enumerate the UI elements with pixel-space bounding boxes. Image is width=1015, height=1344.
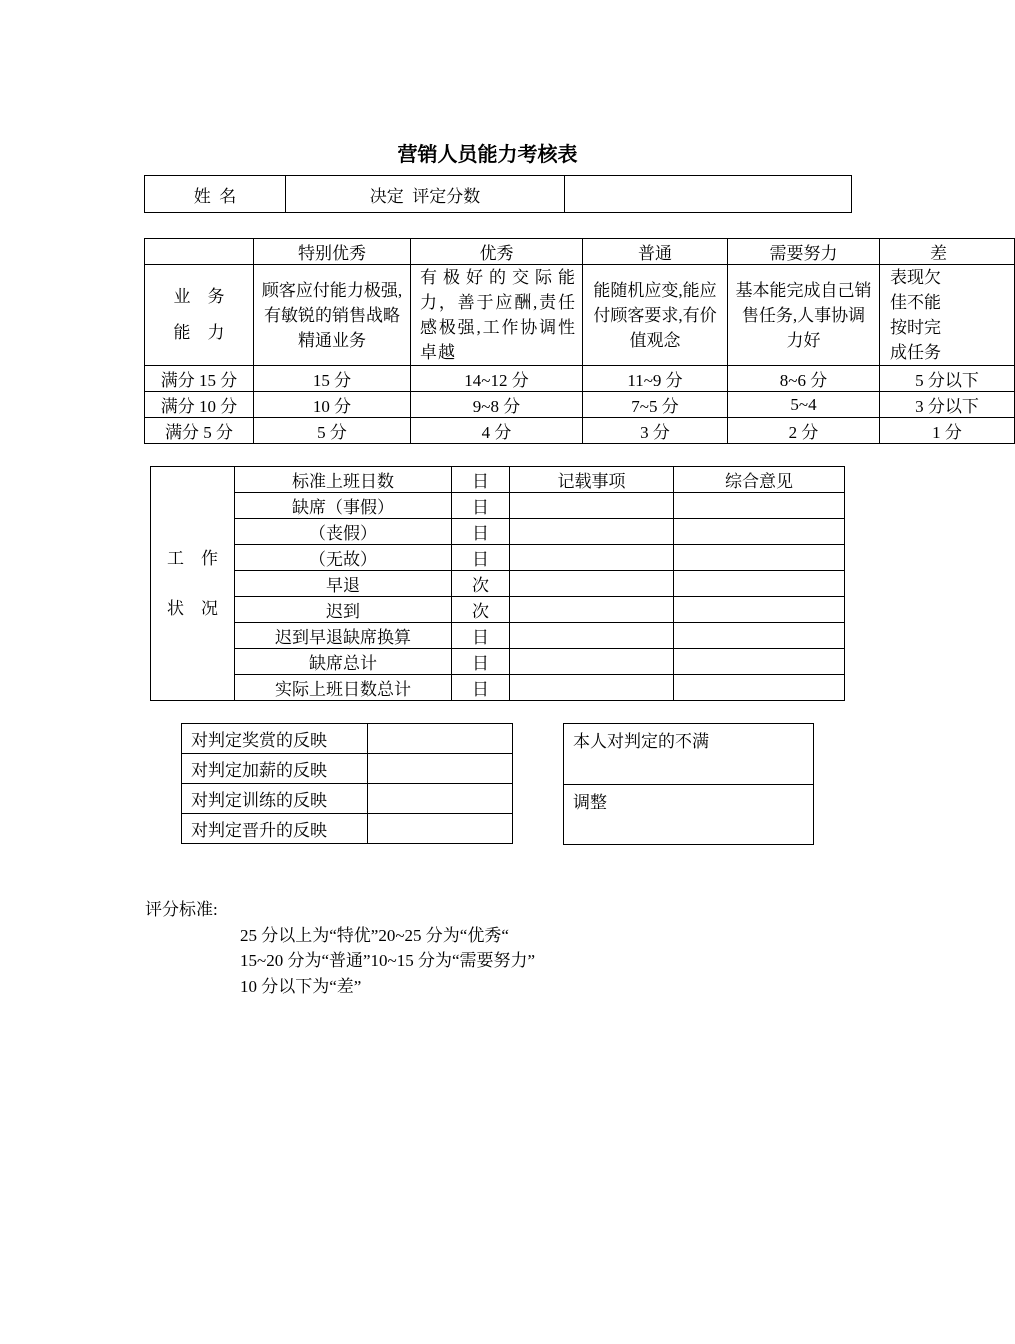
score-cell: 7~5 分 [583,392,728,418]
header-table [144,175,852,213]
work-item: 标准上班日数 [235,467,452,493]
ability-table-wrapper [144,238,979,442]
reaction-table [181,723,513,844]
score-cell: 15 分 [254,366,411,392]
note-field[interactable] [510,571,674,597]
note-field[interactable] [510,623,674,649]
score-cell: 2 分 [728,418,880,444]
work-item: 迟到早退缺席换算 [235,623,452,649]
note-field[interactable] [510,519,674,545]
work-item: 迟到 [235,597,452,623]
work-item: 早退 [235,571,452,597]
opinion-field[interactable] [674,545,845,571]
criteria-heading: 评分标准: [145,900,218,919]
note-field[interactable] [510,649,674,675]
score-cell: 10 分 [254,392,411,418]
work-item: 缺席总计 [235,649,452,675]
score-cell: 3 分 [583,418,728,444]
note-field[interactable] [510,597,674,623]
opinion-header: 综合意见 [674,467,845,493]
criteria-line: 25 分以上为“特优”20~25 分为“优秀“ [240,925,509,945]
score-cell: 5 分以下 [880,366,1015,392]
opinion-field[interactable] [674,571,845,597]
score-cell: 3 分以下 [880,392,1015,418]
scoring-criteria [145,897,535,999]
score-label: 决定 评定分数 [286,176,565,213]
opinion-field[interactable] [674,675,845,701]
side-label-top: 工 作 [167,548,218,568]
opinion-field[interactable] [674,597,845,623]
opinion-field[interactable] [674,519,845,545]
adjustment-field[interactable]: 调整 [564,785,814,845]
work-item: （丧假） [235,519,452,545]
score-cell: 8~6 分 [728,366,880,392]
row-label-top: 业 务 [173,287,225,306]
grade-header: 差 [880,239,1015,265]
grade-description: 顾客应付能力极强,有敏锐的销售战略精通业务 [254,265,411,366]
work-item: 缺席（事假） [235,493,452,519]
reaction-field[interactable] [368,784,513,814]
work-unit: 日 [452,675,510,701]
score-cell: 5 分 [254,418,411,444]
grade-header: 需要努力 [728,239,880,265]
full-score-label: 满分 15 分 [145,366,254,392]
grade-description: 表现欠佳不能按时完成任务 [880,265,1015,366]
opinion-field[interactable] [674,493,845,519]
work-unit: 次 [452,597,510,623]
reaction-label: 对判定奖赏的反映 [182,724,368,754]
score-cell: 5~4 [728,392,880,418]
note-field[interactable] [510,545,674,571]
work-unit: 日 [452,649,510,675]
grade-header: 特别优秀 [254,239,411,265]
reaction-field[interactable] [368,754,513,784]
criteria-line: 15~20 分为“普通”10~15 分为“需要努力” [240,951,536,970]
work-unit: 日 [452,467,510,493]
note-field[interactable] [510,493,674,519]
reaction-label: 对判定训练的反映 [182,784,368,814]
opinion-field[interactable] [674,623,845,649]
grade-header: 优秀 [411,239,583,265]
side-label-bottom: 状 况 [167,598,218,618]
reaction-label: 对判定晋升的反映 [182,814,368,844]
business-ability-label [145,265,254,366]
complaint-field[interactable]: 本人对判定的不满 [564,724,814,785]
criteria-line: 10 分以下为“差” [240,976,362,996]
note-header: 记载事项 [510,467,674,493]
reaction-field[interactable] [368,814,513,844]
full-score-label: 满分 10 分 [145,392,254,418]
work-status-table [150,466,845,701]
score-cell: 1 分 [880,418,1015,444]
work-unit: 日 [452,493,510,519]
grade-description: 能随机应变,能应付顾客要求,有价值观念 [583,265,728,366]
work-item: 实际上班日数总计 [235,675,452,701]
note-field[interactable] [510,675,674,701]
work-unit: 日 [452,519,510,545]
name-label: 姓 名 [145,176,286,213]
score-value-field[interactable] [565,176,852,213]
grade-description: 基本能完成自己销售任务,人事协调力好 [728,265,880,366]
score-cell: 4 分 [411,418,583,444]
reaction-field[interactable] [368,724,513,754]
work-unit: 次 [452,571,510,597]
grade-description: 有极好的交际能力，善于应酬,责任感极强,工作协调性卓越 [411,265,583,366]
full-score-label: 满分 5 分 [145,418,254,444]
grade-header: 普通 [583,239,728,265]
work-unit: 日 [452,545,510,571]
work-unit: 日 [452,623,510,649]
page-title: 营销人员能力考核表 [397,144,578,166]
score-cell: 14~12 分 [411,366,583,392]
score-cell: 9~8 分 [411,392,583,418]
reaction-label: 对判定加薪的反映 [182,754,368,784]
complaint-table [563,723,814,845]
work-item: （无故） [235,545,452,571]
score-cell: 11~9 分 [583,366,728,392]
ability-corner-cell [145,239,254,265]
ability-table [144,238,1015,444]
row-label-bottom: 能 力 [173,323,225,342]
work-status-label [151,467,235,701]
opinion-field[interactable] [674,649,845,675]
